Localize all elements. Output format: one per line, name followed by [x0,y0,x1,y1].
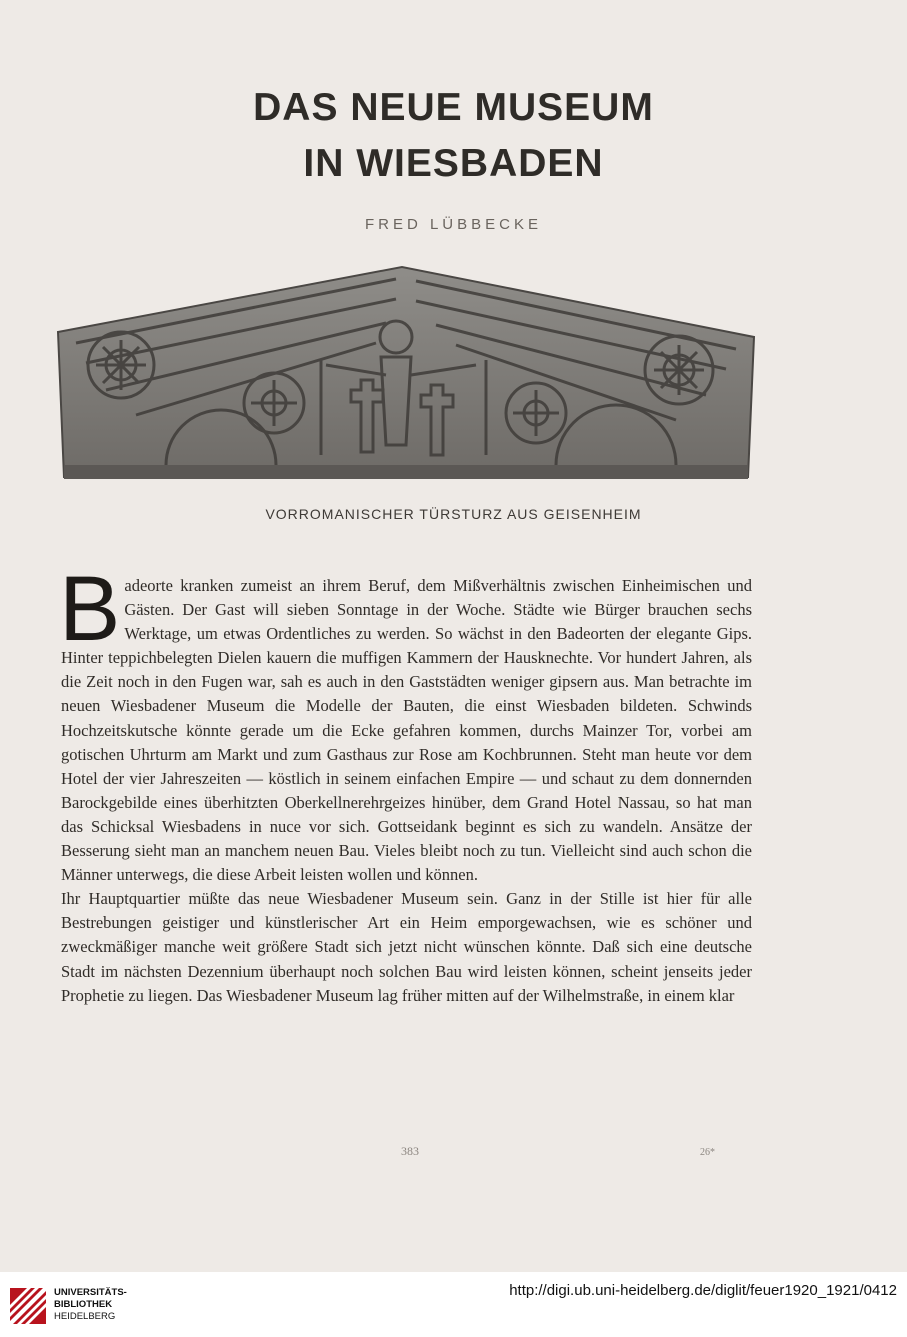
page-number: 383 [401,1144,419,1158]
drop-cap: B [59,558,121,660]
figure-caption: VORROMANISCHER TÜRSTURZ AUS GEISENHEIM [265,506,642,522]
paragraph: Ihr Hauptquartier müßte das neue Wiesbadener Museum sein. Ganz in der Stille ist hier für alle Bestrebungen geistiger und künstlerischer Art ein Heim emporgewachsen, wie es schöner und zweckmäßiger manche weit größere Stadt sich jetzt nicht wünschen könnte. Daß sich eine deutsche Stadt im nächsten Dezennium überhaupt noch solchen Bau wird leisten können, scheint jenseits jeder Prophetie zu liegen. Das Wiesbadener Museum lag früher mitten auf der Wilhelmstraße, in einem klar [61,889,752,1005]
university-library-logo [7,1285,49,1327]
library-name: UNIVERSITÄTS- BIBLIOTHEK HEIDELBERG [54,1287,127,1322]
paragraph [59,558,752,887]
source-url[interactable]: http://digi.ub.uni-heidelberg.de/diglit/feuer1920_1921/0412 [509,1282,897,1299]
viewer-footer [0,1272,907,1337]
article-title-line1: DAS NEUE MUSEUM [253,86,654,129]
paragraph-text: adeorte kranken zumeist an ihrem Beruf, dem Mißverhältnis zwischen Einheimischen und Gästen. Der Gast will sieben Sonntage in der Woche. Städte wie Bürger brauchen sechs Werktage, um etwas Ordentliches zu werden. So wächst in den Badeorten der elegante Gips. Hinter teppichbelegten Dielen kauern die muffigen Kammern der Hausknechte. Vor hundert Jahren, als die Zeit noch in den Fugen war, sah es auch in den Gaststädten weniger gipsern aus. Man betrachte im neuen Wiesbadener Museum die Modelle der Bauten, die einst Wiesbaden bildeten. Schwinds Hochzeitskutsche könnte gerade um die Ecke gefahren kommen, durchs Mainzer Tor, vorbei am gotischen Uhrturm am Markt und zum Gasthaus zur Rose am Kochbrunnen. Steht man heute vor dem Hotel der vier Jahreszeiten — köstlich in seinem einfachen Empire — und schaut zu dem donnernden Barockgebilde eines überhitzten Oberkellnerehrgeizes hinüber, dem Grand Hotel Nassau, so hat man das Schicksal Wiesbadens in nuce vor sich. Gottseidank beginnt es sich zu wandeln. Ansätze der Besserung sieht man an manchem neuen Bau. Vieles bleibt noch zu tun. Vielleicht sind auch schon die Männer unterwegs, die diese Arbeit leisten wollen und können. [61,576,752,885]
signature-mark: 26* [700,1147,715,1158]
article-author: FRED LÜBBECKE [364,216,543,233]
lintel-relief-image [56,265,756,487]
article-body [59,558,752,1008]
article-title-line2: IN WIESBADEN [303,142,604,185]
